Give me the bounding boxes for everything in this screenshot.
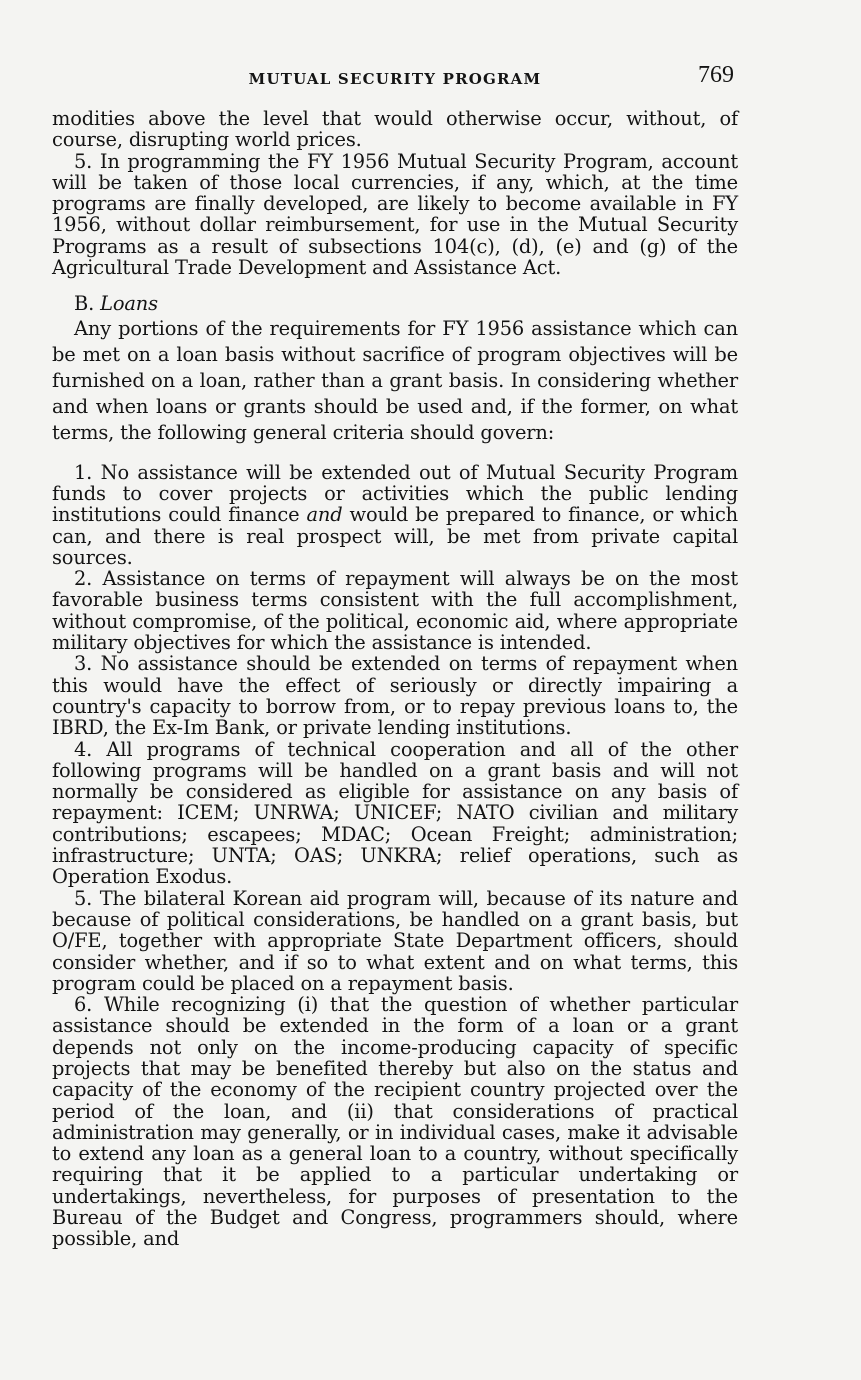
criteria-list xyxy=(52,462,738,1250)
criterion-5: 5. The bilateral Korean aid program will, because of its nature and because of political considerations, be handled on a grant basis, but O/FE, together with appropriate State Department officers, should consider whether, and if so to what extent and on what terms, this program could be placed on a repayment basis. xyxy=(52,886,738,995)
section-b-title: Loans xyxy=(100,292,158,316)
body-text xyxy=(52,108,738,1250)
continuation-paragraph: modities above the level that would otherwise occur, without, of course, disrupting world prices. xyxy=(52,107,738,152)
section-b-heading xyxy=(52,293,738,314)
criterion-4: 4. All programs of technical cooperation and all of the other following programs will be handled on a grant basis and will not normally be considered as eligible for assistance on any basis of repayment: ICEM; UNRWA; UNICEF; NATO civilian and military contributions; escapees; MDAC; Ocean Freight; administration; infrastructure; UNTA; OAS; UNKRA; relief operations, such as Operation Exodus. xyxy=(52,737,738,889)
section-b-letter: B. xyxy=(74,292,95,316)
page-header xyxy=(52,62,738,94)
page-number: 769 xyxy=(698,62,734,88)
loans-intro-paragraph: Any portions of the requirements for FY 1956 assistance which can be met on a loan basis without sacrifice of program objectives will be furnished on a loan, rather than a grant basis. In considering whether and when loans or grants should be used and, if the former, on what terms, the following general criteria should govern: xyxy=(52,316,738,445)
item-5-paragraph: 5. In programming the FY 1956 Mutual Security Program, account will be taken of those local currencies, if any, which, at the time programs are finally developed, are likely to become available in FY 1956, without dollar reimbursement, for use in the Mutual Security Programs as a result of subsections 104(c), (d), (e) and (g) of the Agricultural Trade Development and Assistance Act. xyxy=(52,149,738,280)
criterion-1-before: 1. No assistance will be extended out of Mutual Security Program funds to cover projects or activities which the public lending institutions could finance xyxy=(52,460,738,527)
criterion-2: 2. Assistance on terms of repayment will always be on the most favorable business terms consistent with the full accomplishment, without compromise, of the political, economic aid, where appropriate military objectives for which the assistance is intended. xyxy=(52,567,738,655)
criterion-1-emphasis: and xyxy=(306,503,343,527)
criterion-3: 3. No assistance should be extended on terms of repayment when this would have the effect of seriously or directly impairing a country's capacity to borrow from, or to repay previous loans to, the IBRD, the Ex-Im Bank, or private lending institutions. xyxy=(52,652,738,740)
running-head: MUTUAL SECURITY PROGRAM xyxy=(248,70,542,88)
criterion-1-after: would be prepared to finance, or which can, and there is real prospect will, be met from private capital sources. xyxy=(52,503,738,569)
criterion-6: 6. While recognizing (i) that the question of whether particular assistance should be extended in the form of a loan or a grant depends not only on the income-producing capacity of specific projects that may be benefited thereby but also on the status and capacity of the economy of the recipient country projected over the period of the loan, and (ii) that considerations of practical administration may generally, or in individual cases, make it advisable to extend any loan as a general loan to a country, without specifically requiring that it be applied to a particular undertaking or undertakings, nevertheless, for purposes of presentation to the Bureau of the Budget and Congress, programmers should, where possible, and xyxy=(52,993,738,1251)
criterion-1 xyxy=(52,462,738,568)
